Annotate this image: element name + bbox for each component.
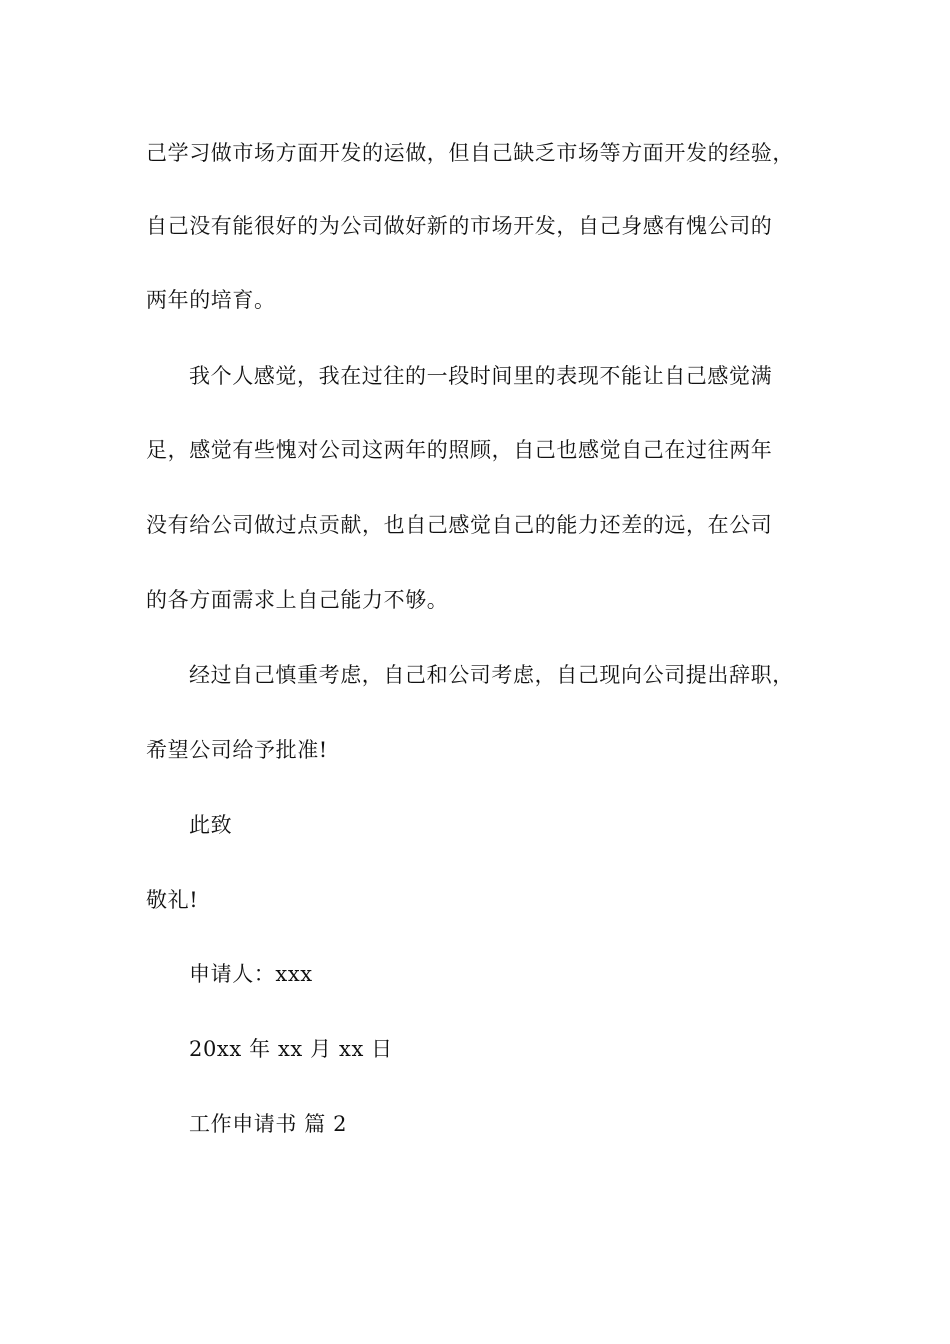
paragraph-line: 希望公司给予批准! xyxy=(146,738,328,762)
date-line: 20xx 年 xx 月 xx 日 xyxy=(189,1037,393,1061)
paragraph-line: 的各方面需求上自己能力不够。 xyxy=(146,588,449,612)
paragraph-line: 经过自己慎重考虑，自己和公司考虑，自己现向公司提出辞职， xyxy=(189,663,794,687)
paragraph-line: 自己没有能很好的为公司做好新的市场开发，自己身感有愧公司的 xyxy=(146,214,773,238)
paragraph-line: 我个人感觉，我在过往的一段时间里的表现不能让自己感觉满 xyxy=(189,364,773,388)
paragraph-line: 己学习做市场方面开发的运做，但自己缺乏市场等方面开发的经验， xyxy=(146,141,794,165)
section-heading: 工作申请书 篇 2 xyxy=(189,1112,348,1136)
paragraph-line: 两年的培育。 xyxy=(146,288,276,312)
applicant-signature: 申请人：xxx xyxy=(189,962,313,986)
closing-regards: 敬礼! xyxy=(146,888,199,912)
paragraph-line: 足，感觉有些愧对公司这两年的照顾，自己也感觉自己在过往两年 xyxy=(146,438,773,462)
paragraph-line: 没有给公司做过点贡献，也自己感觉自己的能力还差的远，在公司 xyxy=(146,513,773,537)
closing-salutation: 此致 xyxy=(189,813,233,837)
